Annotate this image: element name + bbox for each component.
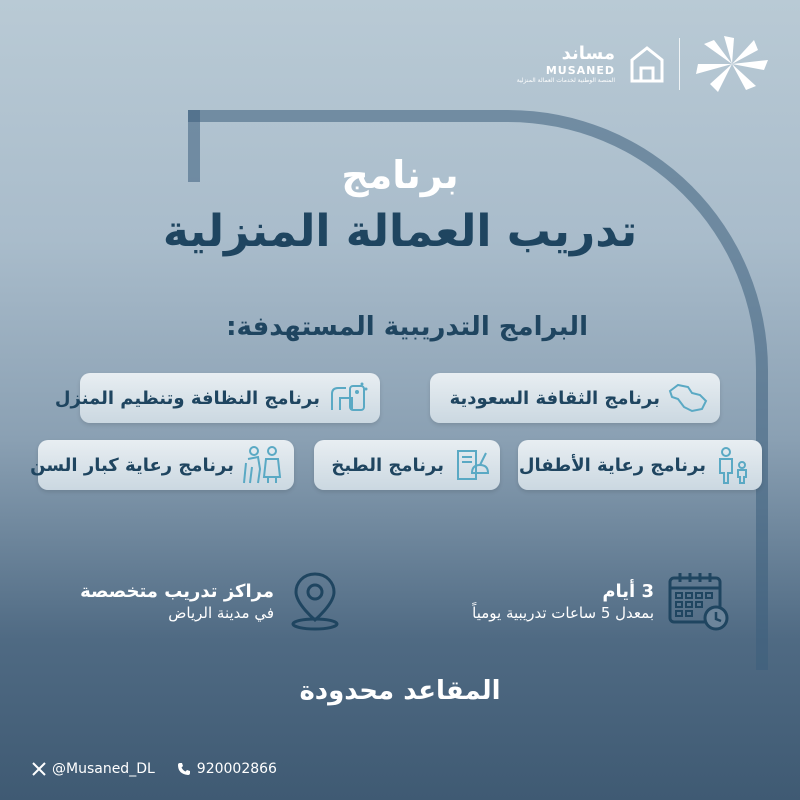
phone-contact[interactable] [177,761,277,777]
duration-title: 3 أيام [602,580,654,602]
centers-subtitle: في مدينة الرياض [168,603,274,622]
location-pin-icon [288,570,342,632]
elderly-care-icon [240,445,284,485]
program-pill-children [518,440,762,490]
program-label: برنامج رعاية كبار السن [30,454,234,476]
cooking-icon [450,445,490,485]
brand-name-en: MUSANED [545,63,615,77]
program-pill-cooking [314,440,500,490]
program-pill-elderly [30,440,294,490]
info-centers [80,570,342,632]
info-duration [472,570,730,632]
musaned-logo-text [516,42,615,84]
program-label: برنامج الطبخ [331,454,444,476]
twitter-handle: @Musaned_DL [52,761,155,777]
cleaning-icon [326,380,370,416]
footer [32,761,277,777]
program-label: برنامج النظافة وتنظيم المنزل [54,387,320,409]
program-label: برنامج رعاية الأطفال [518,454,706,476]
brand-tagline: المنصة الوطنية لخدمات العمالة المنزلية [516,76,615,84]
twitter-contact[interactable] [32,761,155,777]
program-pill-cleaning [54,373,380,423]
musaned-house-icon [629,44,665,84]
logo-area [517,34,770,94]
program-pill-culture [430,373,720,423]
centers-title: مراكز تدريب متخصصة [80,580,274,602]
limited-seats-note: المقاعد محدودة [299,676,501,706]
duration-text [472,581,654,622]
phone-number: 920002866 [196,761,277,777]
child-care-icon [712,445,752,485]
title-small: برنامج [341,153,459,197]
palm-emblem-icon [694,34,770,94]
saudi-map-icon [666,381,710,415]
phone-icon [177,762,191,776]
x-twitter-icon [32,762,46,776]
program-label: برنامج الثقافة السعودية [449,387,660,409]
title-main: تدريب العمالة المنزلية [162,206,638,257]
duration-subtitle: بمعدل 5 ساعات تدريبية يومياً [472,603,654,622]
brand-name-ar: مساند [561,42,615,64]
calendar-icon [668,570,730,632]
logo-separator [679,38,680,90]
programs-heading: البرامج التدريبية المستهدفة: [226,312,588,342]
centers-text [80,581,274,622]
